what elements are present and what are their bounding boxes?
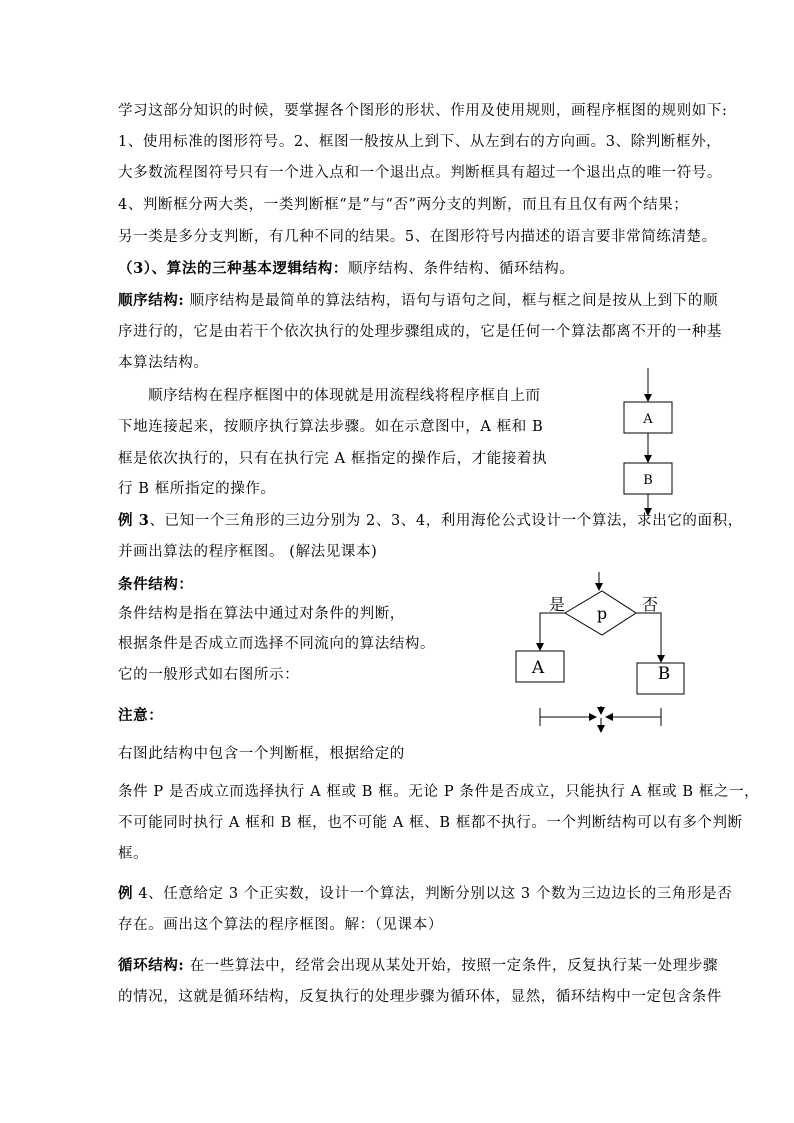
- note-line-4: 框。: [118, 846, 149, 862]
- decision-label: p: [596, 604, 608, 623]
- yes-branch-line: [540, 613, 565, 650]
- sequence-explain-4: 行 B 框所指定的操作。: [118, 481, 276, 497]
- box-b-label: B: [643, 473, 653, 488]
- example3-line-2: 并画出算法的程序框图。 (解法见课本): [118, 544, 378, 560]
- example4-text-1: 4、任意给定 3 个正实数，设计一个算法，判断分别以这 3 个数为三边边长的三角形是否: [133, 886, 733, 902]
- note-line-1: 右图此结构中包含一个判断框，根据给定的: [118, 746, 405, 762]
- cond-box-b-label: B: [657, 664, 671, 684]
- section3-line: [118, 259, 574, 279]
- note-line-3: 不可能同时执行 A 框和 B 框，也不可能 A 框、B 框都不执行。一个判断结构可以有多个判断: [118, 815, 743, 831]
- sequence-text-1: 顺序结构是最简单的算法结构，语句与语句之间，框与框之间是按从上到下的顺: [184, 293, 719, 309]
- sequence-explain-2: 下地连接起来，按顺序执行算法步骤。如在示意图中，A 框和 B: [118, 419, 544, 435]
- section3-text: 顺序结构、条件结构、循环结构。: [347, 261, 575, 277]
- sequence-diagram: [610, 365, 690, 520]
- box-a-label: A: [643, 412, 653, 427]
- loop-line-2: 的情况，这就是循环结构，反复执行的处理步骤为循环体，显然，循环结构中一定包含条件: [118, 989, 722, 1005]
- yes-label: 是: [548, 595, 566, 614]
- conditional-diagram: [510, 570, 695, 735]
- example3-text-1: 、已知一个三角形的三边分别为 2、3、4，利用海伦公式设计一个算法，求出它的面积，: [149, 513, 743, 529]
- no-branch-line: [636, 613, 661, 662]
- conditional-line-2: 根据条件是否成立而选择不同流向的算法结构。: [118, 636, 436, 652]
- conditional-line-1: 条件结构是指在算法中通过对条件的判断，: [118, 606, 405, 622]
- example3-label: 例 3: [118, 512, 150, 529]
- sequence-line-1: [118, 291, 718, 311]
- sequence-explain-1: 顺序结构在程序框图中的体现就是用流程线将程序框自上而: [148, 388, 541, 404]
- conditional-line-3: 它的一般形式如右图所示：: [118, 667, 300, 683]
- rules-line-5: 另一类是多分支判断，有几种不同的结果。5、在图形符号内描述的语言要非常简练清楚。: [118, 229, 717, 245]
- example4-line-2: 存在。画出这个算法的程序框图。解：（见课本）: [118, 917, 443, 933]
- conditional-term: 条件结构：: [118, 576, 194, 593]
- sequence-explain-3: 框是依次执行的，只有在执行完 A 框指定的操作后，才能接着执: [118, 451, 548, 467]
- rules-line-2: 1、使用标准的图形符号。2、框图一般按从上到下、从左到右的方向画。3、除判断框外，: [118, 134, 722, 150]
- example4-label: 例: [118, 885, 134, 902]
- rules-line-3: 大多数流程图符号只有一个进入点和一个退出点。判断框具有超过一个退出点的唯一符号。: [118, 165, 722, 181]
- note-line-2: 条件 P 是否成立而选择执行 A 框或 B 框。无论 P 条件是否成立，只能执行 A 框或 B 框之一，: [118, 784, 760, 800]
- loop-text-1: 在一些算法中，经常会出现从某处开始，按照一定条件，反复执行某一处理步骤: [184, 958, 719, 974]
- sequence-line-3: 本算法结构。: [118, 355, 209, 371]
- sequence-term: 顺序结构:: [118, 292, 185, 309]
- rules-line-4: 4、判断框分两大类，一类判断框“是”与“否”两分支的判断，而且有且仅有两个结果；: [118, 197, 689, 213]
- section3-heading: （3）、算法的三种基本逻辑结构：: [118, 260, 348, 277]
- note-label: 注意：: [118, 707, 164, 724]
- example4-line-1: [118, 884, 732, 904]
- no-label: 否: [641, 595, 659, 614]
- cond-box-a-label: A: [531, 658, 545, 678]
- sequence-line-2: 序进行的，它是由若干个依次执行的处理步骤组成的，它是任何一个算法都离不开的一种基: [118, 324, 722, 340]
- loop-line-1: [118, 956, 718, 976]
- loop-term: 循环结构:: [118, 957, 185, 974]
- rules-line-1: 学习这部分知识的时候，要掌握各个图形的形状、作用及使用规则，画程序框图的规则如下:: [118, 103, 728, 119]
- example3-line-1: [118, 511, 743, 531]
